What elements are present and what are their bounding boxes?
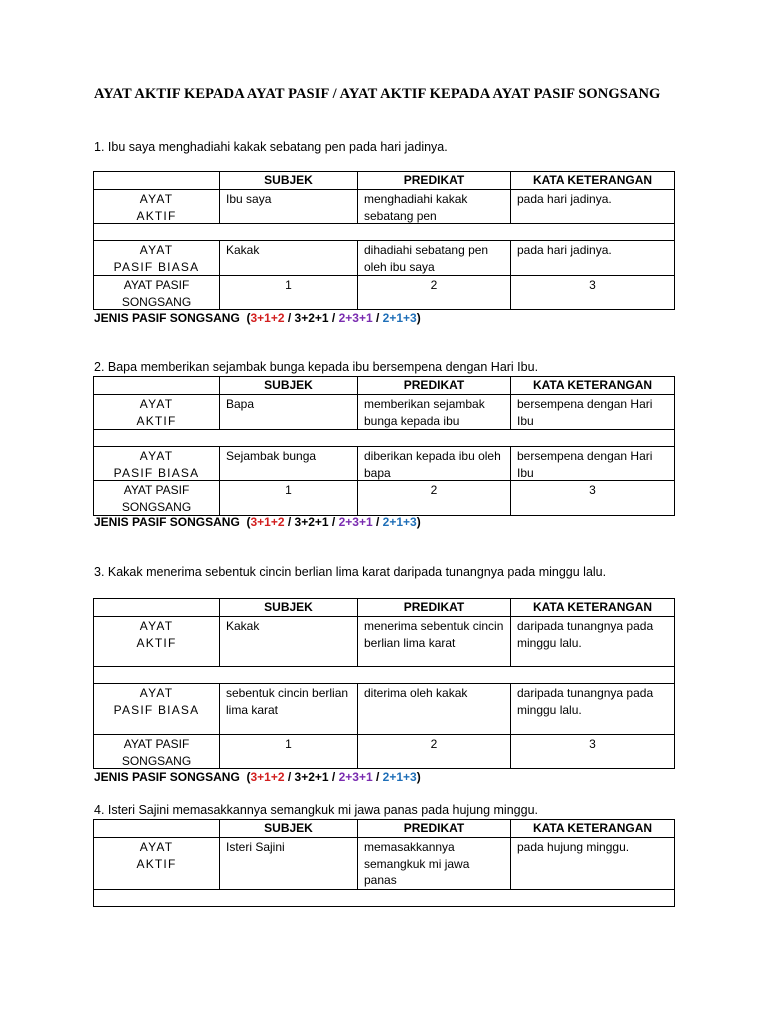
jenis-pasif-songsang: JENIS PASIF SONGSANG (3+1+2 / 3+2+1 / 2+3+1 / 2+1+3): [94, 515, 421, 529]
row-ayat-aktif: [94, 837, 674, 889]
biasa-keterangan: daripada tunangnya pada minggu lalu.: [510, 684, 674, 734]
spacer-row: [94, 666, 674, 683]
document-title: AYAT AKTIF KEPADA AYAT PASIF / AYAT AKTIF KEPADA AYAT PASIF SONGSANG: [94, 86, 661, 102]
header-predikat: PREDIKAT: [357, 820, 510, 837]
biasa-predikat: dihadiahi sebatang pen oleh ibu saya: [357, 241, 510, 275]
aktif-predikat: memasakkannya semangkuk mi jawa panas: [357, 838, 510, 889]
header-subjek: SUBJEK: [219, 172, 357, 189]
header-keterangan: KATA KETERANGAN: [510, 820, 674, 837]
header-row: [94, 820, 674, 837]
header-keterangan: KATA KETERANGAN: [510, 599, 674, 616]
order-predikat: 2: [357, 735, 510, 768]
label-ayat-aktif: AYAT AKTIF: [136, 840, 177, 871]
row-ayat-aktif: [94, 189, 674, 223]
spacer-row: [94, 223, 674, 240]
row-pasif-songsang: [94, 480, 674, 515]
header-row: [94, 377, 674, 394]
aktif-keterangan: pada hujung minggu.: [510, 838, 674, 889]
header-subjek: SUBJEK: [219, 820, 357, 837]
table-3: [93, 598, 675, 769]
aktif-subjek: Bapa: [219, 395, 357, 429]
header-row: [94, 599, 674, 616]
header-blank: [94, 172, 219, 189]
question-3: 3. Kakak menerima sebentuk cincin berlian lima karat daripada tunangnya pada minggu lalu.: [94, 565, 607, 579]
row-pasif-biasa: [94, 446, 674, 480]
aktif-subjek: Ibu saya: [219, 190, 357, 223]
order-subjek: 1: [219, 276, 357, 309]
label-pasif-biasa: AYAT PASIF BIASA: [113, 449, 200, 480]
order-keterangan: 3: [510, 735, 674, 768]
jenis-pasif-songsang: JENIS PASIF SONGSANG (3+1+2 / 3+2+1 / 2+3+1 / 2+1+3): [94, 770, 421, 784]
aktif-predikat: menerima sebentuk cincin berlian lima karat: [357, 617, 510, 666]
header-keterangan: KATA KETERANGAN: [510, 172, 674, 189]
label-pasif-songsang: AYAT PASIF SONGSANG: [121, 483, 192, 514]
biasa-predikat: diberikan kepada ibu oleh bapa: [357, 447, 510, 480]
table-2: [93, 376, 675, 516]
label-pasif-songsang: AYAT PASIF SONGSANG: [121, 737, 192, 768]
biasa-subjek: sebentuk cincin berlian lima karat: [219, 684, 357, 734]
header-predikat: PREDIKAT: [357, 172, 510, 189]
row-ayat-aktif: [94, 394, 674, 429]
table-1: [93, 171, 675, 310]
header-subjek: SUBJEK: [219, 599, 357, 616]
aktif-keterangan: pada hari jadinya.: [510, 190, 674, 223]
table-4: [93, 819, 675, 907]
aktif-subjek: Kakak: [219, 617, 357, 666]
aktif-subjek: Isteri Sajini: [219, 838, 357, 889]
biasa-keterangan: bersempena dengan Hari Ibu: [510, 447, 674, 480]
biasa-subjek: Sejambak bunga: [219, 447, 357, 480]
row-pasif-biasa: [94, 683, 674, 734]
header-blank: [94, 820, 219, 837]
aktif-keterangan: daripada tunangnya pada minggu lalu.: [510, 617, 674, 666]
order-subjek: 1: [219, 735, 357, 768]
order-subjek: 1: [219, 481, 357, 515]
row-ayat-aktif: [94, 616, 674, 666]
header-blank: [94, 377, 219, 394]
label-ayat-aktif: AYAT AKTIF: [136, 619, 177, 650]
label-pasif-biasa: AYAT PASIF BIASA: [113, 686, 200, 717]
spacer-row: [94, 429, 674, 446]
header-row: [94, 172, 674, 189]
label-ayat-aktif: AYAT AKTIF: [136, 397, 177, 428]
row-pasif-biasa: [94, 240, 674, 275]
biasa-predikat: diterima oleh kakak: [357, 684, 510, 734]
aktif-predikat: menghadiahi kakak sebatang pen: [357, 190, 510, 223]
order-predikat: 2: [357, 481, 510, 515]
biasa-keterangan: pada hari jadinya.: [510, 241, 674, 275]
header-predikat: PREDIKAT: [357, 377, 510, 394]
order-predikat: 2: [357, 276, 510, 309]
order-keterangan: 3: [510, 481, 674, 515]
row-pasif-songsang: [94, 734, 674, 768]
row-pasif-songsang: [94, 275, 674, 309]
label-pasif-biasa: AYAT PASIF BIASA: [113, 243, 200, 274]
spacer-row: [94, 889, 674, 906]
jenis-pasif-songsang: JENIS PASIF SONGSANG (3+1+2 / 3+2+1 / 2+3+1 / 2+1+3): [94, 311, 421, 325]
order-keterangan: 3: [510, 276, 674, 309]
aktif-keterangan: bersempena dengan Hari Ibu: [510, 395, 674, 429]
aktif-predikat: memberikan sejambak bunga kepada ibu: [357, 395, 510, 429]
question-2: 2. Bapa memberikan sejambak bunga kepada ibu bersempena dengan Hari Ibu.: [94, 360, 539, 374]
header-keterangan: KATA KETERANGAN: [510, 377, 674, 394]
question-1: 1. Ibu saya menghadiahi kakak sebatang pen pada hari jadinya.: [94, 140, 448, 154]
biasa-subjek: Kakak: [219, 241, 357, 275]
header-predikat: PREDIKAT: [357, 599, 510, 616]
label-ayat-aktif: AYAT AKTIF: [136, 192, 177, 223]
label-pasif-songsang: AYAT PASIF SONGSANG: [121, 278, 192, 309]
header-blank: [94, 599, 219, 616]
question-4: 4. Isteri Sajini memasakkannya semangkuk mi jawa panas pada hujung minggu.: [94, 803, 538, 817]
header-subjek: SUBJEK: [219, 377, 357, 394]
